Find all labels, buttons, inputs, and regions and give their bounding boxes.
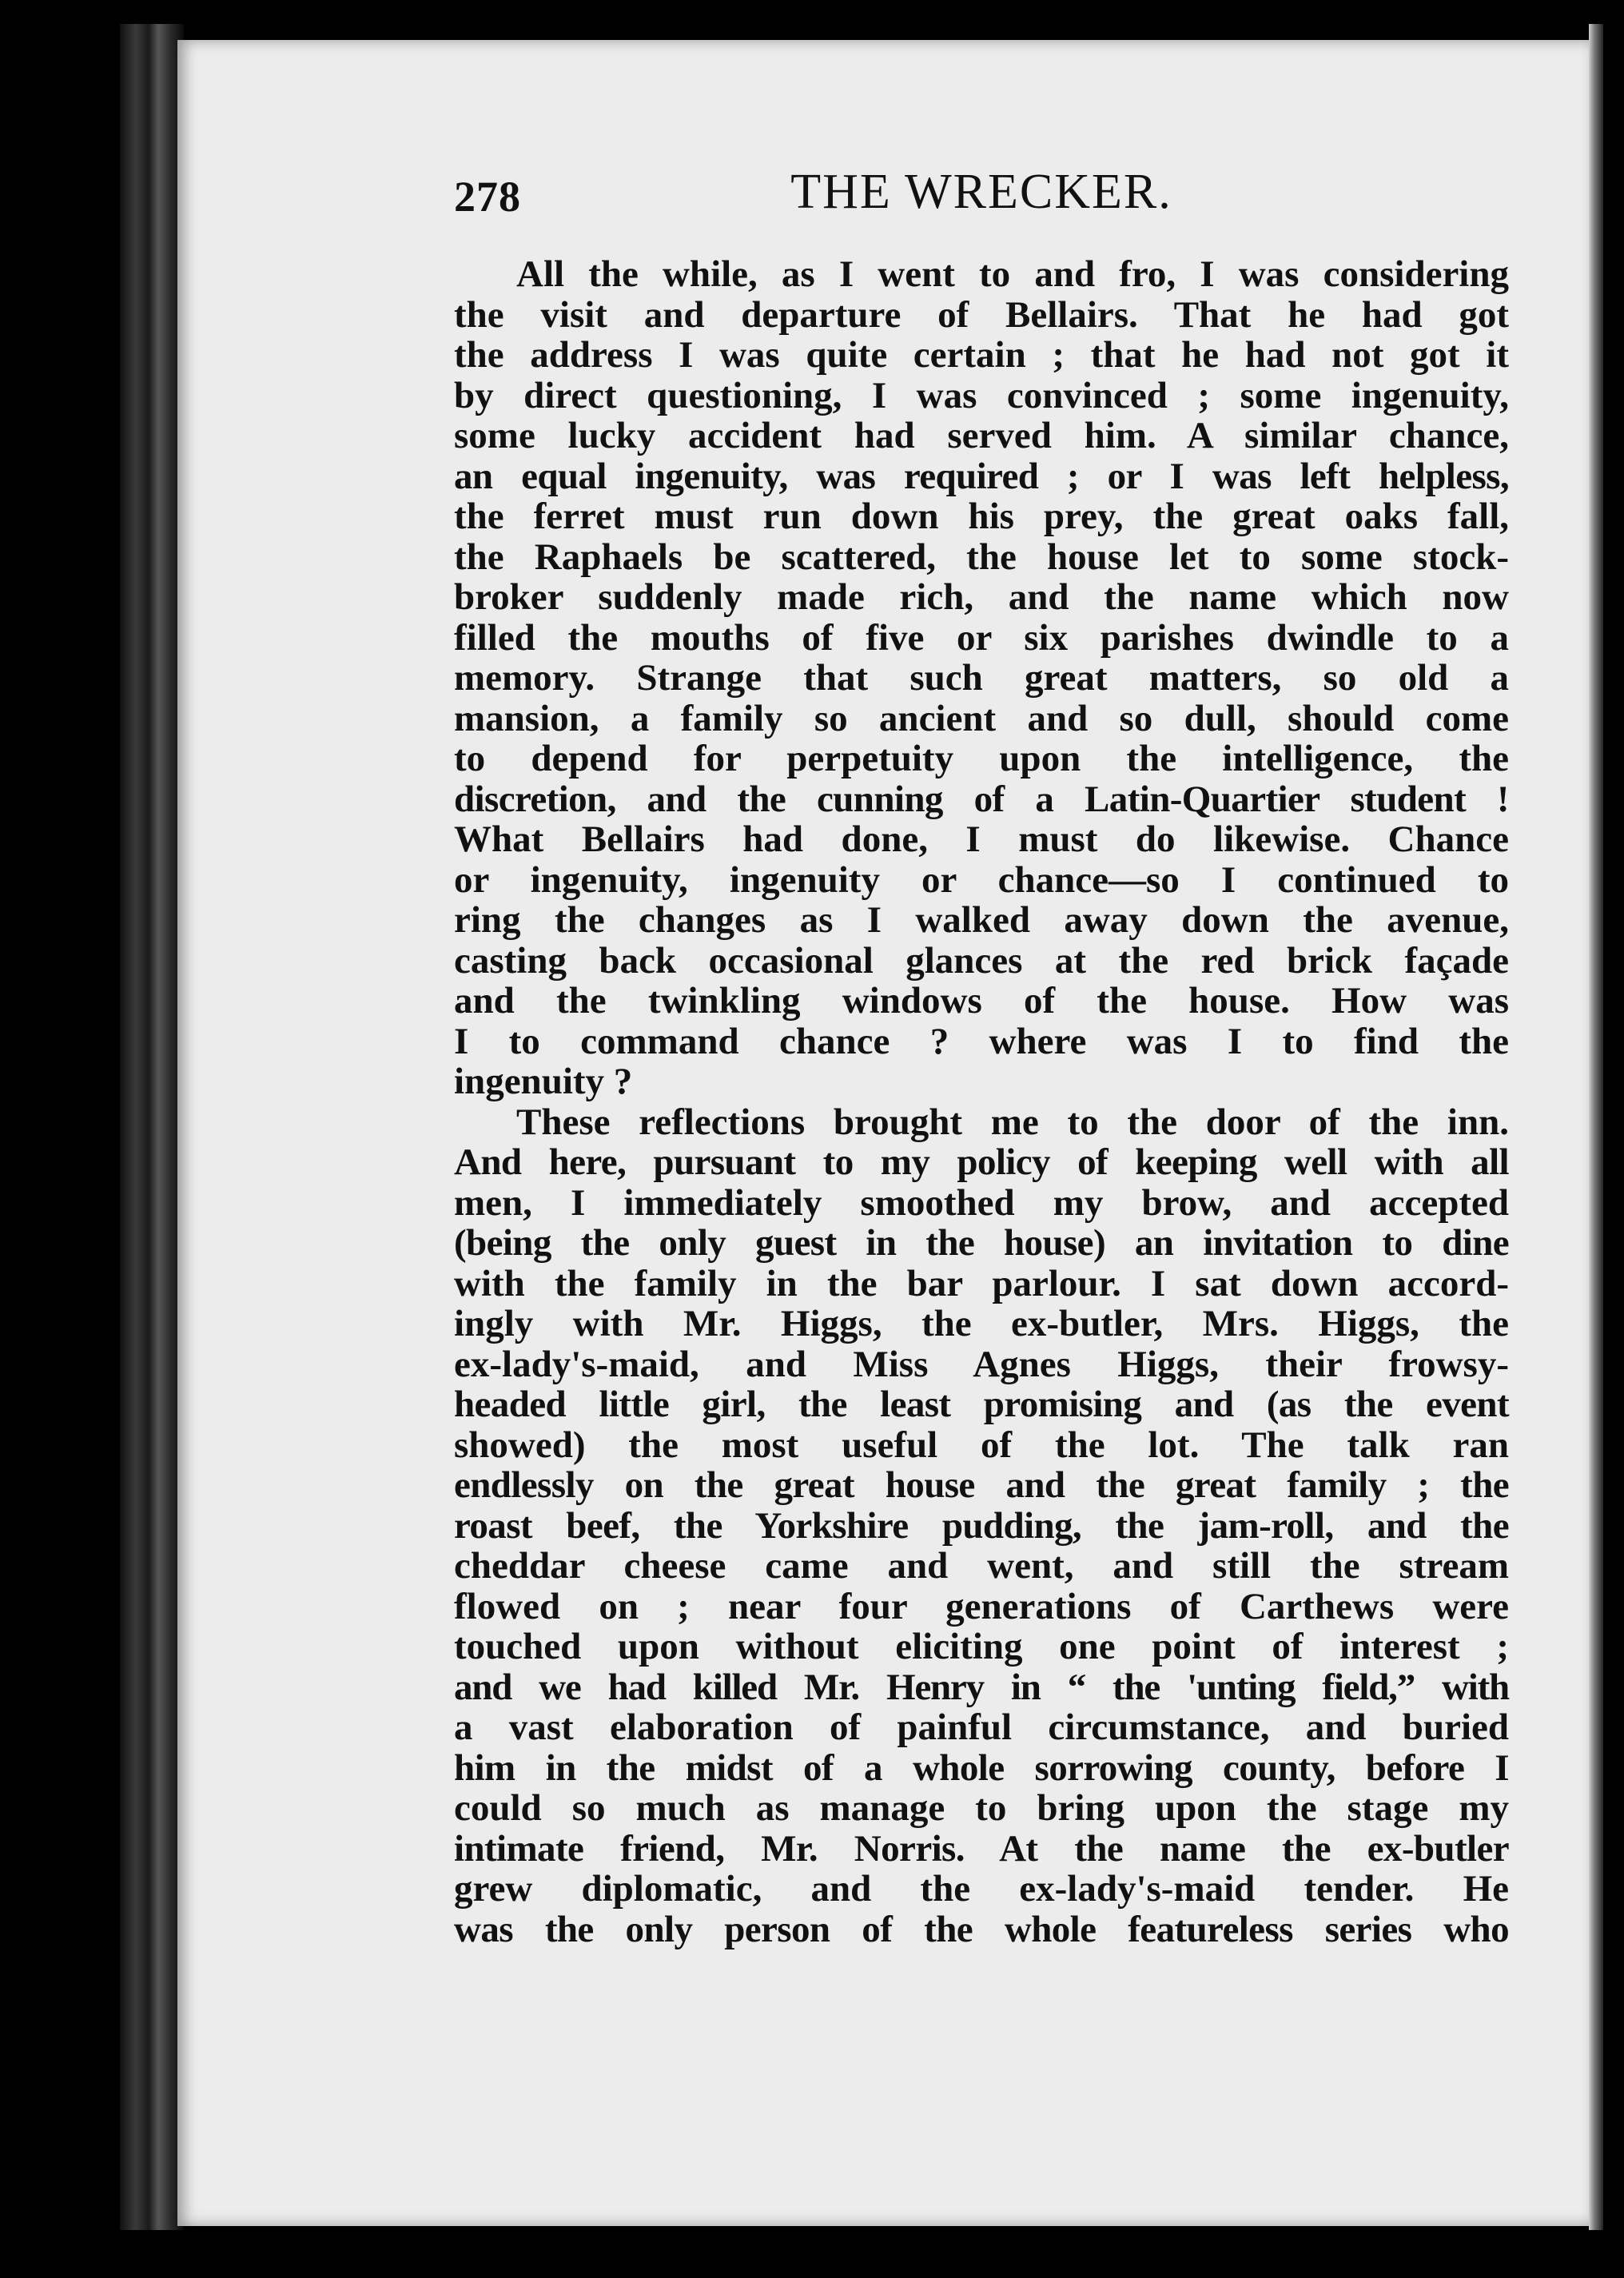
page-edge (1589, 24, 1603, 2230)
text-line: These reflections brought me to the door of the inn. (516, 1101, 1509, 1143)
text-line: ingenuity ? (454, 1061, 633, 1102)
text-line: intimate friend, Mr. Norris. At the name the ex-butler (454, 1827, 1509, 1870)
text-line: grew diplomatic, and the ex-lady's-maid tender. He (454, 1868, 1509, 1910)
text-line: a vast elaboration of painful circumstance, and buried (454, 1707, 1509, 1748)
text-line: to depend for perpetuity upon the intelligence, the (454, 738, 1509, 779)
text-line: And here, pursuant to my policy of keeping well with all (454, 1141, 1509, 1183)
text-line: men, I immediately smoothed my brow, and accepted (454, 1181, 1509, 1224)
text-line: I to command chance ? where was I to find the (454, 1020, 1509, 1062)
page-number: 278 (454, 173, 521, 221)
text-line: with the family in the bar parlour. I sat down accord- (454, 1262, 1509, 1304)
text-line: memory. Strange that such great matters, so old a (454, 657, 1509, 699)
text-line: broker suddenly made rich, and the name which now (454, 576, 1509, 618)
text-line: by direct questioning, I was convinced ; some ingenuity, (454, 374, 1509, 416)
text-line: (being the only guest in the house) an invitation to dine (454, 1222, 1509, 1264)
text-line: mansion, a family so ancient and so dull, should come (454, 697, 1509, 739)
text-line: headed little girl, the least promising and (as the event (454, 1384, 1509, 1425)
text-line: or ingenuity, ingenuity or chance—so I continued to (454, 858, 1509, 901)
text-line: What Bellairs had done, I must do likewise. Chance (454, 818, 1509, 860)
text-line: endlessly on the great house and the great family ; the (454, 1464, 1509, 1506)
body-text (454, 254, 1509, 1949)
book-spine (120, 24, 184, 2230)
text-line: the visit and departure of Bellairs. That he had got (454, 293, 1509, 336)
text-line: was the only person of the whole featureless series who (454, 1908, 1509, 1950)
text-line: roast beef, the Yorkshire pudding, the jam-roll, and the (454, 1504, 1509, 1547)
text-line: some lucky accident had served him. A similar chance, (454, 415, 1509, 456)
text-line: touched upon without eliciting one point of interest ; (454, 1626, 1509, 1667)
text-line: cheddar cheese came and went, and still the stream (454, 1545, 1509, 1587)
text-line: the ferret must run down his prey, the great oaks fall, (454, 496, 1509, 537)
text-line: discretion, and the cunning of a Latin-Quartier student ! (454, 778, 1509, 820)
running-title: THE WRECKER. (790, 165, 1172, 219)
text-line: casting back occasional glances at the red brick façade (454, 939, 1509, 982)
text-line: All the while, as I went to and fro, I was considering (516, 253, 1509, 295)
text-line: ring the changes as I walked away down the avenue, (454, 899, 1509, 941)
text-line: showed) the most useful of the lot. The talk ran (454, 1424, 1509, 1466)
running-head (454, 164, 1509, 228)
text-line: and we had killed Mr. Henry in “ the 'unting field,” with (454, 1666, 1509, 1708)
text-line: could so much as manage to bring upon the stage my (454, 1787, 1509, 1829)
text-line: ingly with Mr. Higgs, the ex-butler, Mrs. Higgs, the (454, 1303, 1509, 1344)
text-line: an equal ingenuity, was required ; or I was left helpless, (454, 455, 1509, 497)
text-line: ex-lady's-maid, and Miss Agnes Higgs, their frowsy- (454, 1343, 1509, 1385)
text-line: him in the midst of a whole sorrowing county, before I (454, 1746, 1509, 1789)
text-line: flowed on ; near four generations of Carthews were (454, 1585, 1509, 1627)
text-line: the address I was quite certain ; that he had not got it (454, 334, 1509, 376)
text-line: the Raphaels be scattered, the house let to some stock- (454, 536, 1509, 578)
text-line: filled the mouths of five or six parishes dwindle to a (454, 616, 1509, 659)
text-line: and the twinkling windows of the house. How was (454, 980, 1509, 1022)
